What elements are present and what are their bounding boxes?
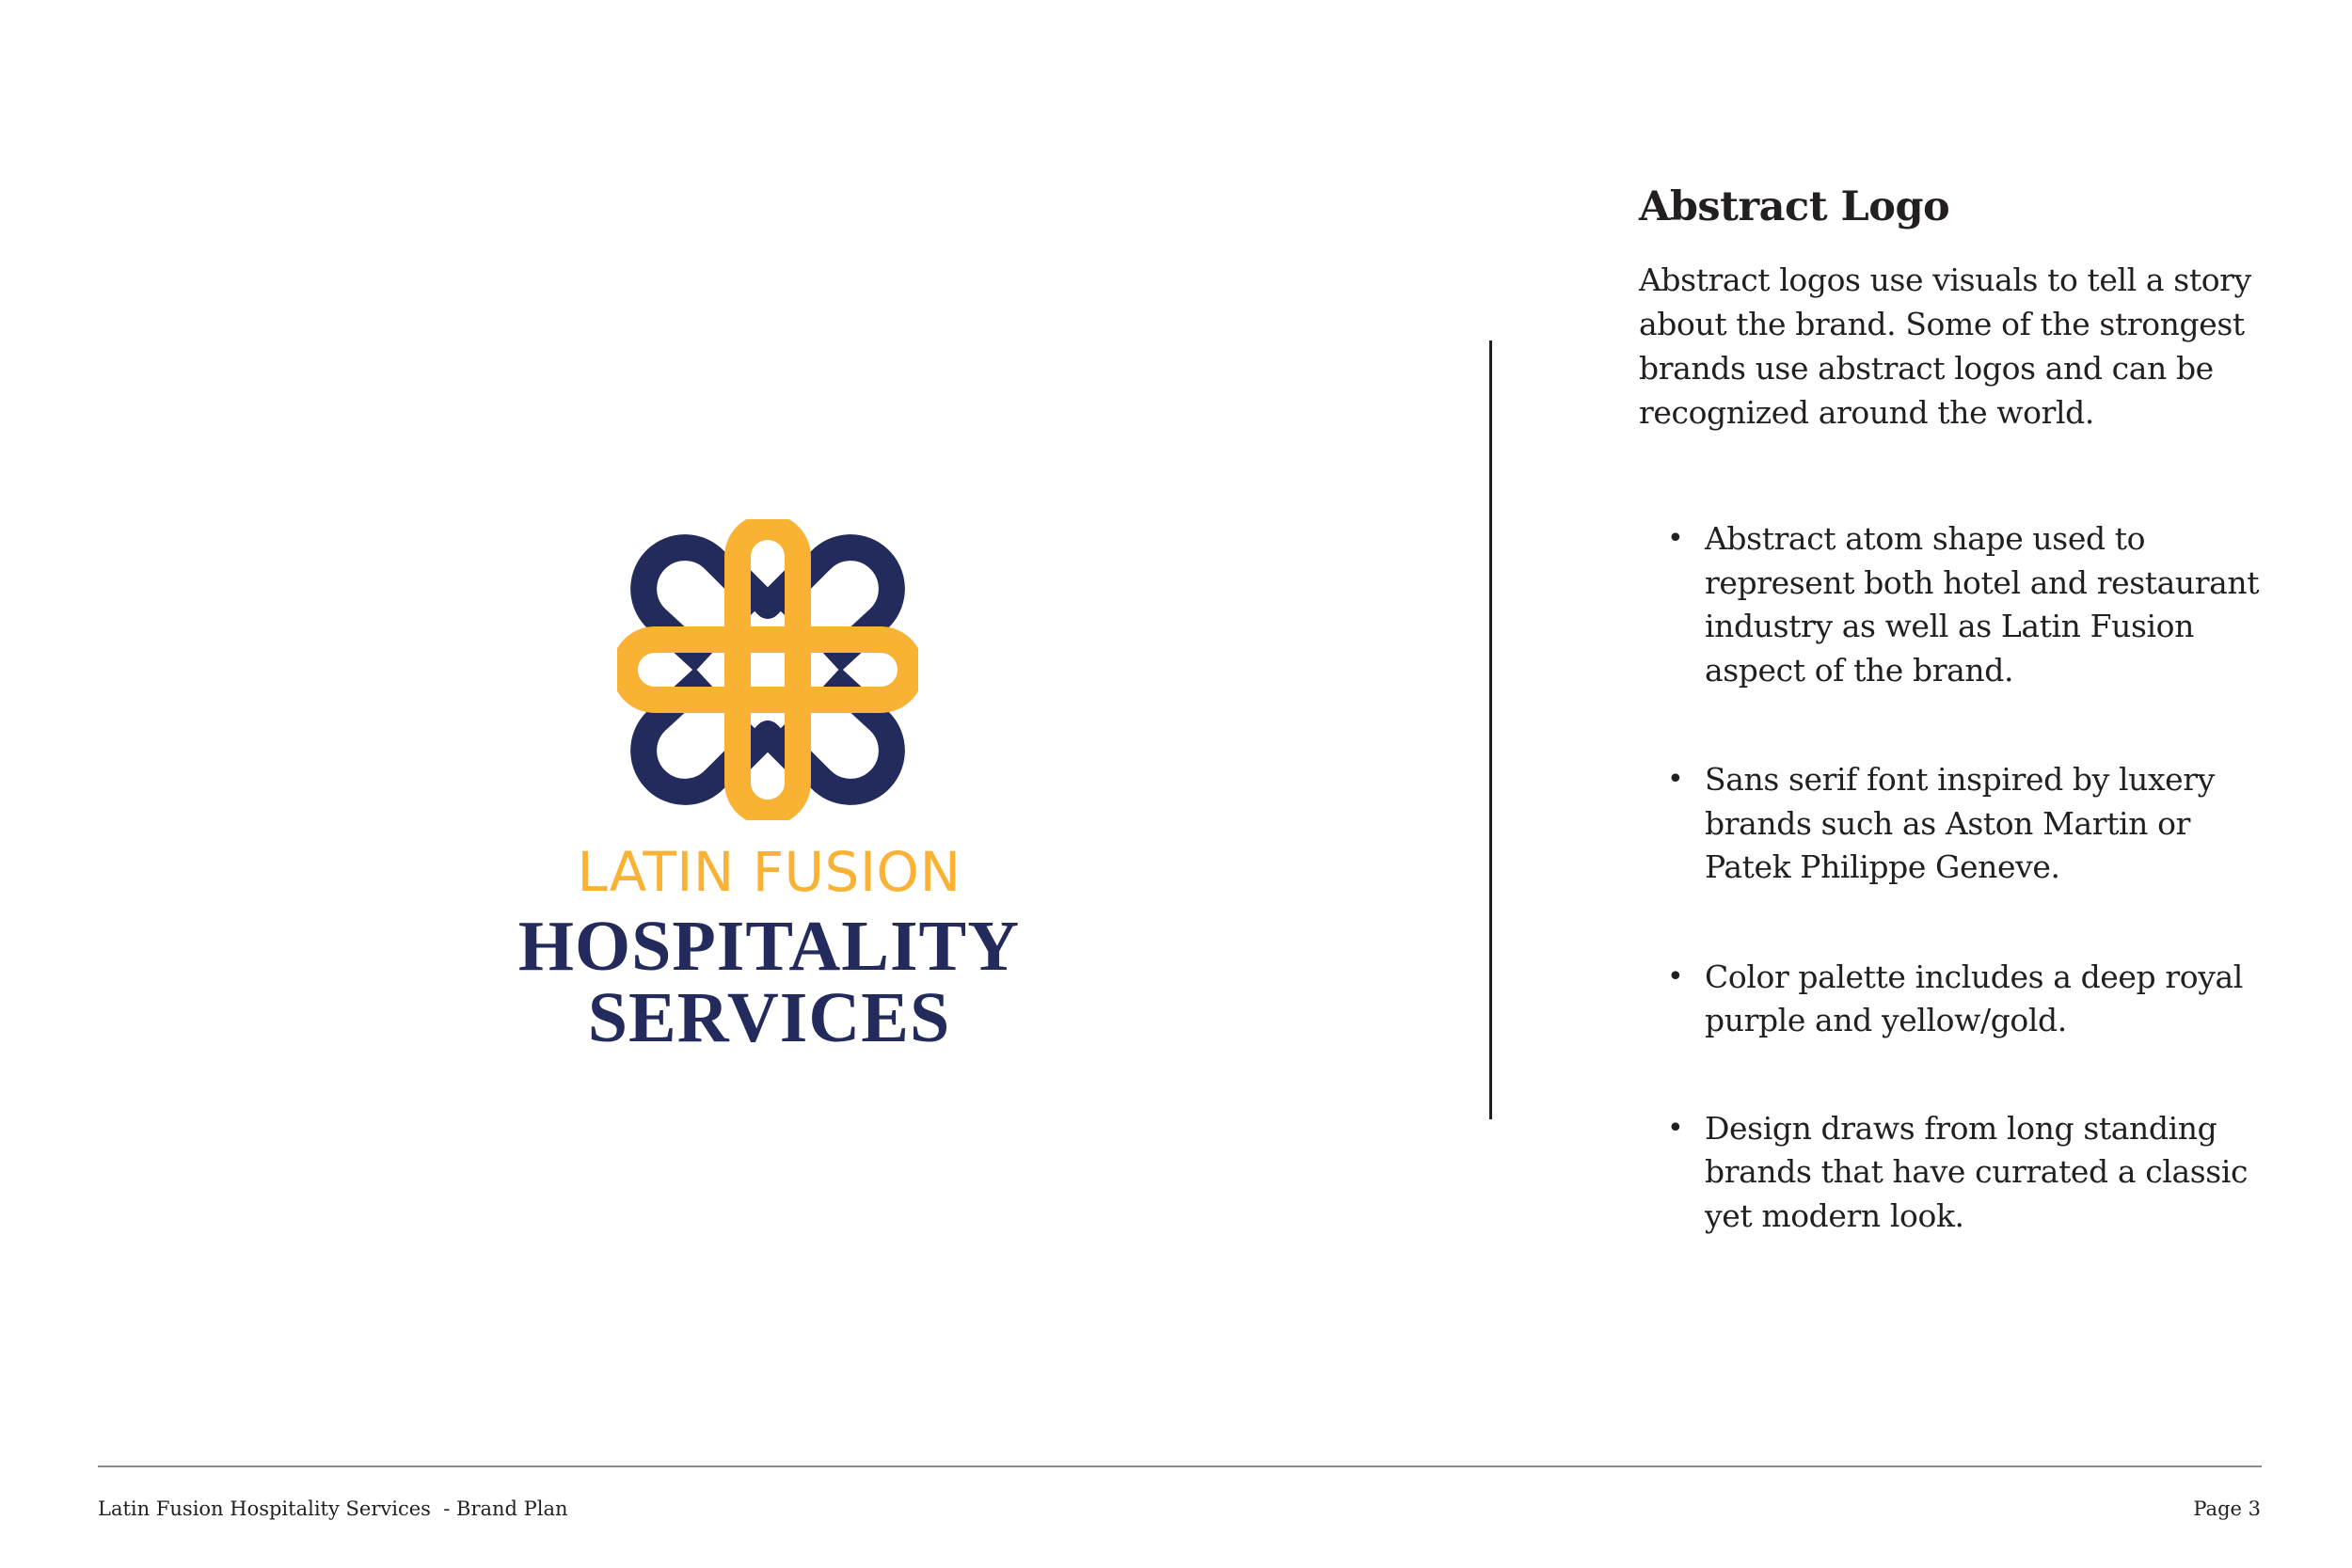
list-item <box>1639 758 2279 890</box>
bullet-icon: • <box>1667 1111 1684 1145</box>
bullet-icon: • <box>1667 959 1684 993</box>
footer-divider <box>98 1465 2262 1467</box>
list-item-text: Sans serif font inspired by luxery brands such as Aston Martin or Patek Philippe Geneve. <box>1705 761 2215 885</box>
list-item <box>1639 956 2279 1043</box>
vertical-divider <box>1489 341 1492 1119</box>
gold-center-square <box>738 640 798 700</box>
footer-document-title: Latin Fusion Hospitality Services - Brand Plan <box>98 1497 568 1520</box>
bullet-icon: • <box>1667 522 1684 555</box>
list-item-text: Design draws from long standing brands that have currated a classic yet modern look. <box>1705 1109 2249 1234</box>
footer-page-number: Page 3 <box>2193 1497 2261 1520</box>
list-item-text: Color palette includes a deep royal purple and yellow/gold. <box>1705 958 2243 1038</box>
bullet-icon: • <box>1667 763 1684 796</box>
gold-loop-right <box>805 640 911 700</box>
brand-name-line1: LATIN FUSION <box>577 840 961 904</box>
brand-name-line2: HOSPITALITY SERVICES <box>517 907 1021 1057</box>
feature-list <box>1639 517 2279 1238</box>
section-title: Abstract Logo <box>1639 183 1950 230</box>
list-item <box>1639 1107 2279 1239</box>
list-item-text: Abstract atom shape used to represent both hotel and restaurant industry as well as Latin Fusion aspect of the brand. <box>1705 520 2260 689</box>
gold-loop-left <box>625 640 730 700</box>
atom-knot-icon <box>617 519 918 820</box>
list-item <box>1639 517 2279 692</box>
intro-paragraph: Abstract logos use visuals to tell a story about the brand. Some of the strongest brands use abstract logos and can be recognized around the world. <box>1639 261 2251 431</box>
logo-svg <box>617 519 918 820</box>
